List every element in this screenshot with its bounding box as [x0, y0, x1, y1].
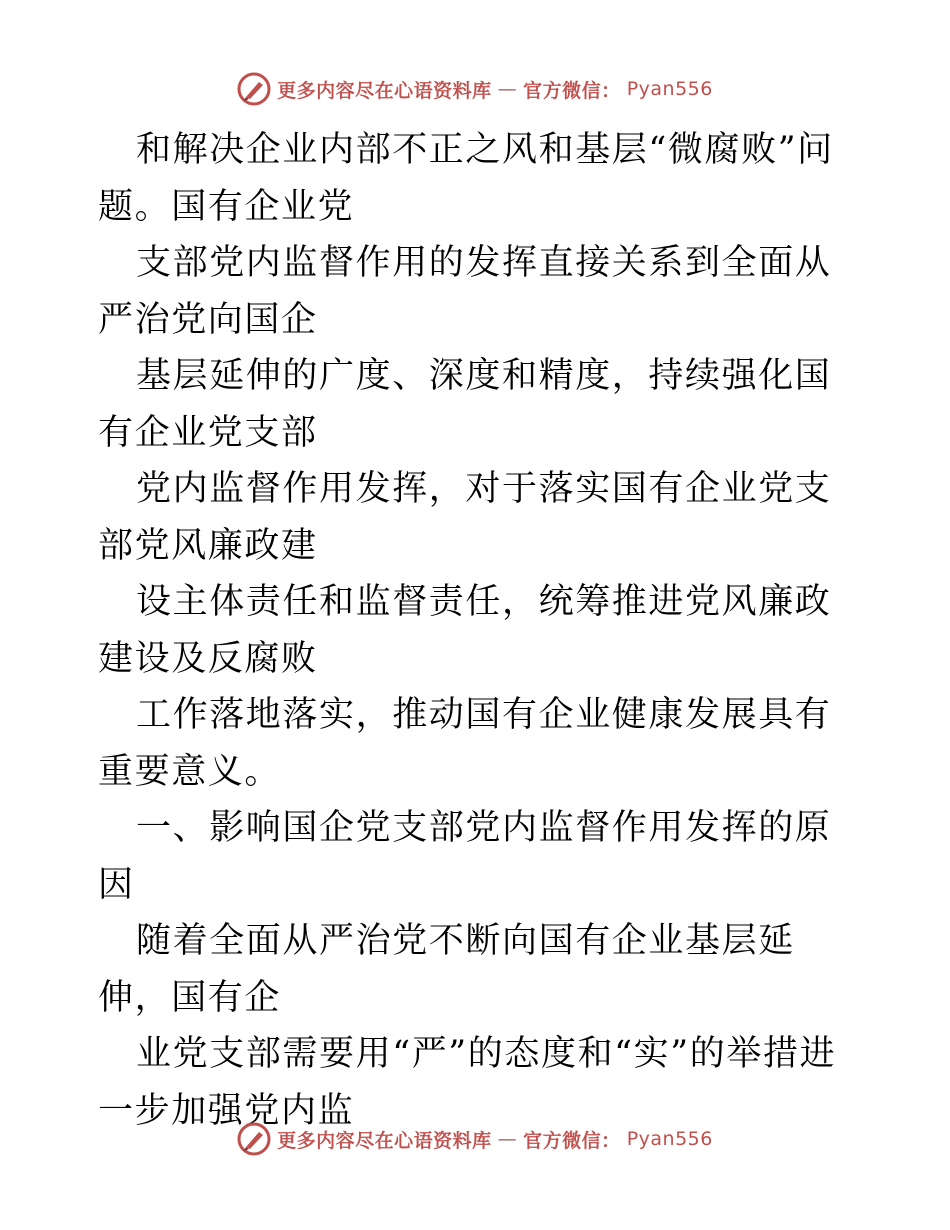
watermark-title: 更多内容尽在心语资料库: [277, 79, 492, 102]
watermark-contact-label: 官方微信：: [523, 1129, 621, 1152]
paragraph: 设主体责任和监督责任，统筹推进党风廉政建设及反腐败: [98, 582, 832, 679]
paragraph: 党内监督作用发挥，对于落实国有企业党支部党风廉政建: [98, 469, 832, 566]
watermark-wechat-id: Pyan556: [626, 78, 713, 100]
paragraph: 随着全面从严治党不断向国有企业基层延伸，国有企: [98, 921, 795, 1018]
pen-logo-icon: [237, 1122, 271, 1156]
header-watermark: [0, 72, 950, 106]
watermark-contact-label: 官方微信：: [523, 79, 621, 102]
paragraph: 工作落地落实，推动国有企业健康发展具有重要意义。: [98, 695, 832, 792]
section-heading: 一、影响国企党支部党内监督作用发挥的原因: [98, 808, 832, 905]
document-body: [98, 122, 858, 1139]
watermark-title: 更多内容尽在心语资料库: [277, 1129, 492, 1152]
paragraph: 业党支部需要用“严”的态度和“实”的举措进一步加强党内监: [98, 1034, 837, 1131]
watermark-separator: —: [497, 78, 518, 100]
watermark-separator: —: [497, 1128, 518, 1150]
footer-watermark: [0, 1122, 950, 1156]
paragraph: 基层延伸的广度、深度和精度，持续强化国有企业党支部: [98, 356, 832, 453]
watermark-wechat-id: Pyan556: [626, 1128, 713, 1150]
pen-logo-icon: [237, 72, 271, 106]
paragraph: 和解决企业内部不正之风和基层“微腐败”问题。国有企业党: [98, 130, 834, 227]
paragraph: 支部党内监督作用的发挥直接关系到全面从严治党向国企: [98, 243, 832, 340]
